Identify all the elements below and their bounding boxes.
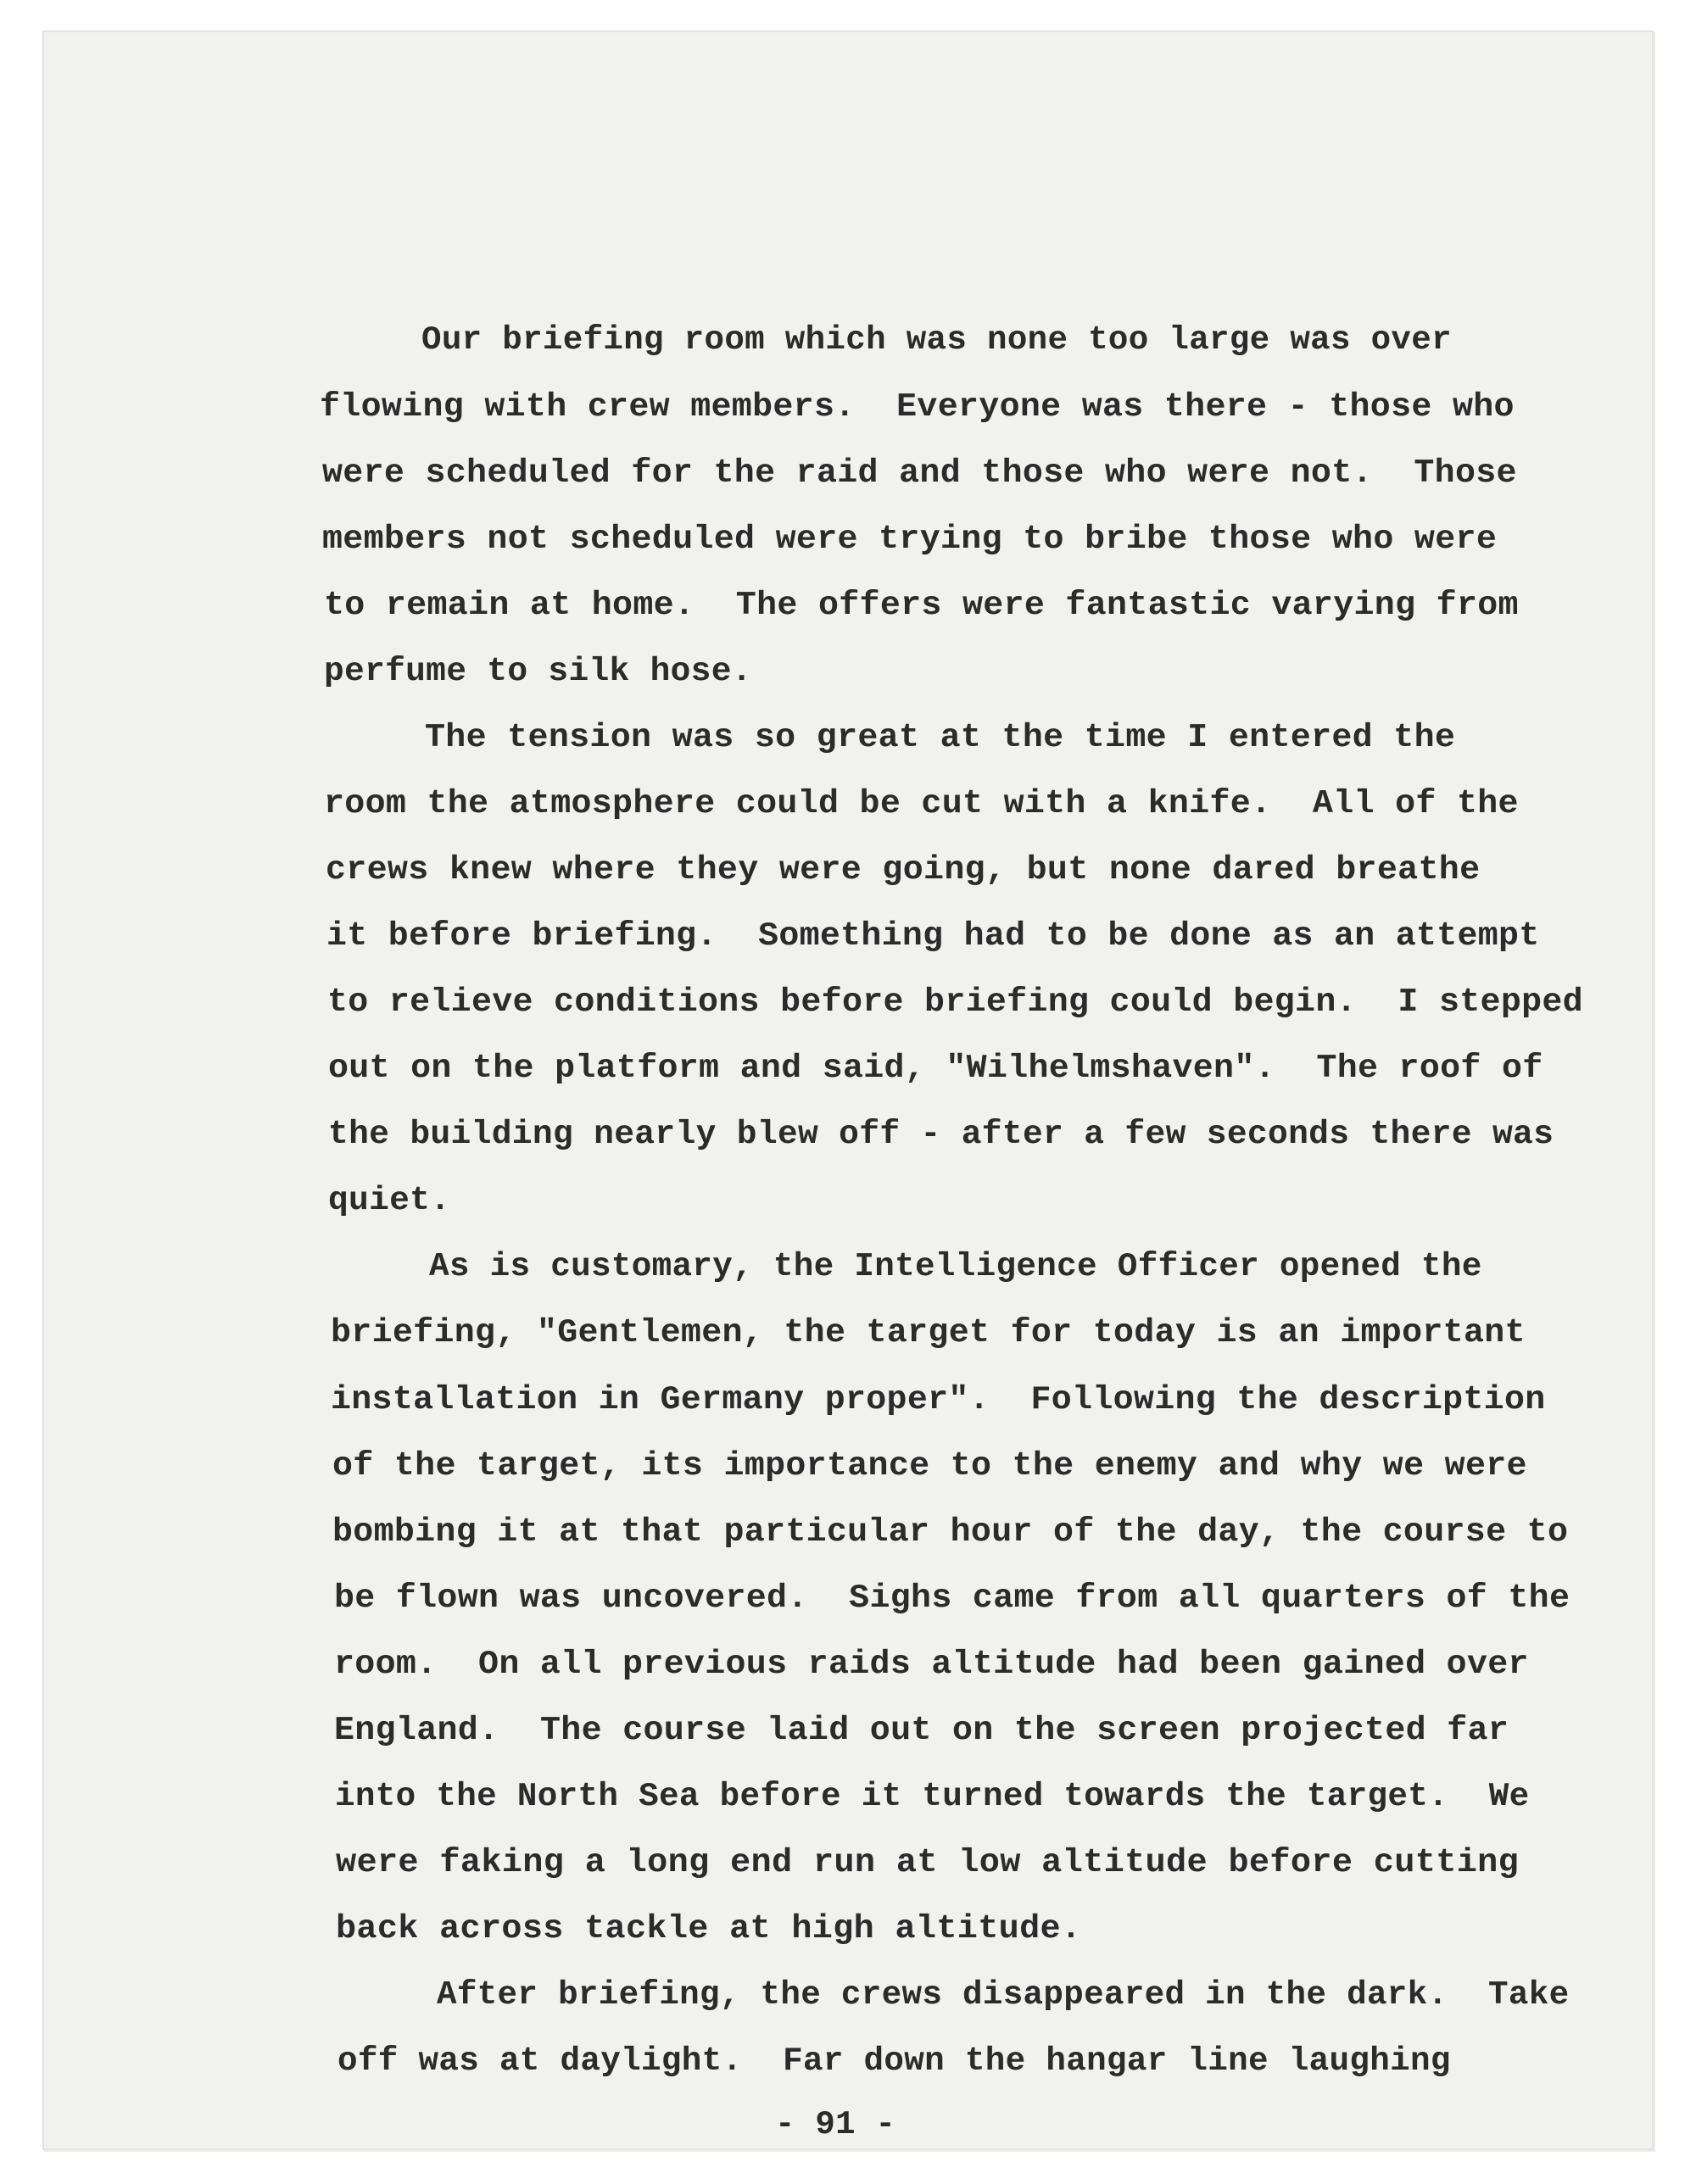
text-line: it before briefing. Something had to be done as an attempt xyxy=(326,917,1540,955)
text-line: room. On all previous raids altitude had been gained over xyxy=(334,1646,1529,1683)
typed-text-body xyxy=(44,32,1652,2148)
text-line: briefing, "Gentlemen, the target for today is an important xyxy=(331,1314,1526,1351)
text-line: quiet. xyxy=(328,1182,451,1219)
text-line: Our briefing room which was none too large was over xyxy=(421,321,1452,359)
text-line: into the North Sea before it turned towards the target. We xyxy=(335,1778,1530,1815)
text-line: out on the platform and said, "Wilhelmshaven". The roof of xyxy=(328,1050,1543,1087)
text-line: members not scheduled were trying to bribe those who were xyxy=(322,521,1498,558)
text-line: back across tackle at high altitude. xyxy=(336,1910,1082,1947)
text-line: were scheduled for the raid and those who were not. Those xyxy=(322,454,1517,492)
text-line: of the target, its importance to the enemy and why we were xyxy=(332,1447,1527,1485)
text-line: perfume to silk hose. xyxy=(324,653,752,690)
text-line: were faking a long end run at low altitude before cutting xyxy=(336,1844,1520,1881)
page-number: - 91 - xyxy=(775,2106,896,2143)
text-line: room the atmosphere could be cut with a knife. All of the xyxy=(324,785,1519,822)
text-line: crews knew where they were going, but none dared breathe xyxy=(326,851,1481,889)
text-line: After briefing, the crews disappeared in the dark. Take xyxy=(437,1976,1570,2014)
text-line: As is customary, the Intelligence Officer opened the xyxy=(429,1248,1482,1285)
text-line: bombing it at that particular hour of the day, the course to xyxy=(332,1513,1569,1551)
text-line: off was at daylight. Far down the hangar line laughing xyxy=(338,2042,1451,2080)
paper-sheet xyxy=(42,31,1654,2150)
text-line: England. The course laid out on the screen projected far xyxy=(334,1712,1509,1749)
text-line: be flown was uncovered. Sighs came from all quarters of the xyxy=(334,1580,1570,1617)
text-line: to relieve conditions before briefing could begin. I stepped xyxy=(327,983,1583,1021)
text-line: The tension was so great at the time I entered the xyxy=(425,719,1456,756)
text-line: to remain at home. The offers were fantastic varying from xyxy=(324,587,1519,624)
text-line: flowing with crew members. Everyone was there - those who xyxy=(320,388,1515,426)
text-line: the building nearly blew off - after a few seconds there was xyxy=(328,1116,1554,1153)
text-line: installation in Germany proper". Following the description xyxy=(331,1381,1546,1418)
